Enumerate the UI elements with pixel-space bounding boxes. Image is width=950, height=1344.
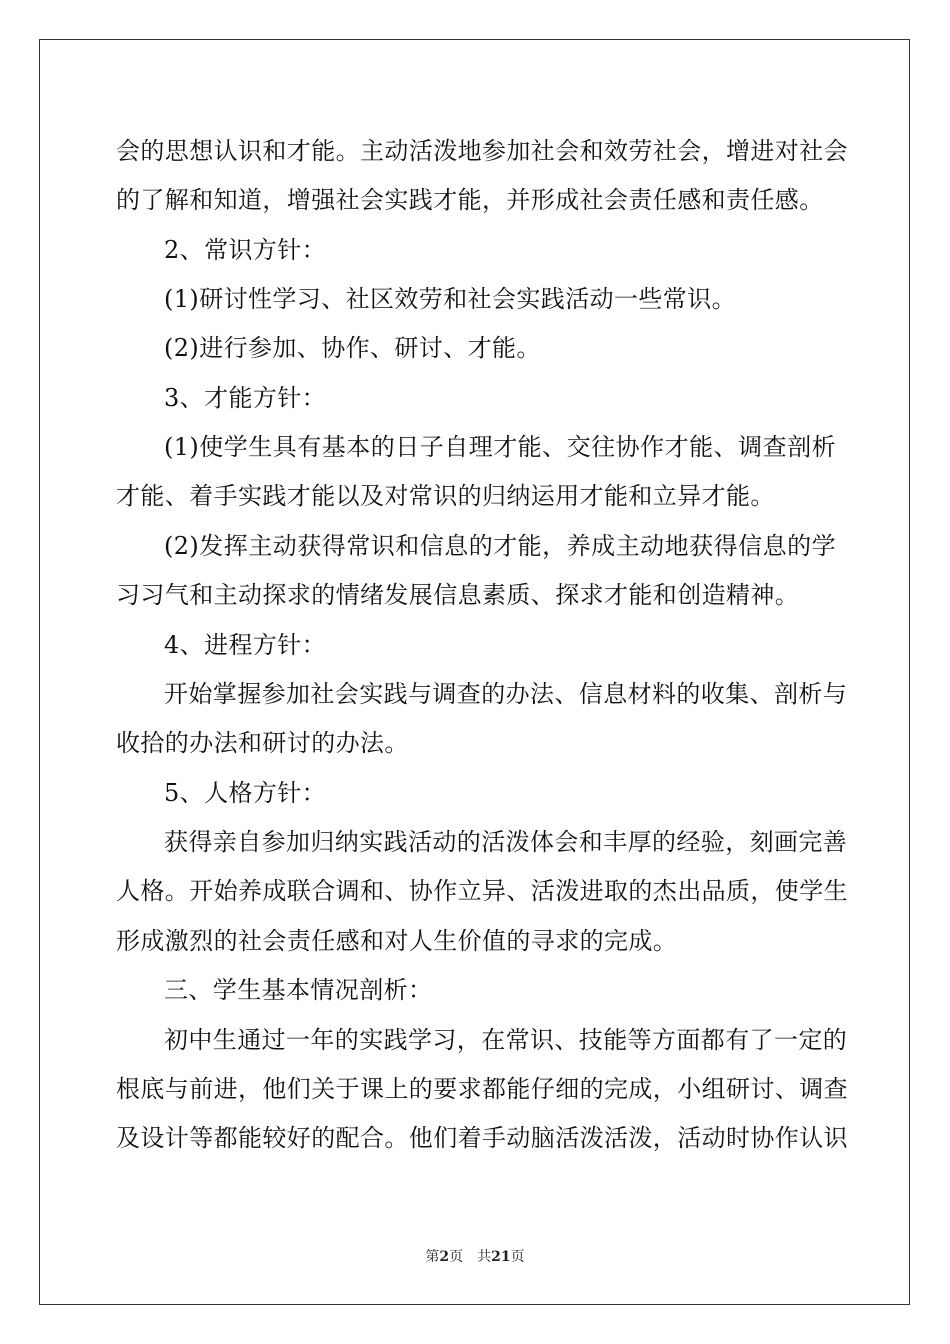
paragraph-line: 才能、着手实践才能以及对常识的归纳运用才能和立异才能。	[116, 482, 775, 510]
paragraph-line: 初中生通过一年的实践学习，在常识、技能等方面都有了一定的	[164, 1026, 848, 1054]
page-border	[39, 39, 910, 1305]
paragraph-line: 开始掌握参加社会实践与调查的办法、信息材料的收集、剖析与	[164, 680, 848, 708]
total-prefix: 共	[477, 1249, 492, 1265]
paragraph-line: 及设计等都能较好的配合。他们着手动脑活泼活泼，活动时协作认识	[116, 1124, 848, 1152]
paragraph-line: 收拾的办法和研讨的办法。	[116, 729, 409, 757]
section-heading: 5、人格方针：	[164, 779, 327, 807]
section-heading: 4、进程方针：	[164, 631, 327, 659]
page-prefix: 第	[425, 1249, 440, 1265]
paragraph-line: 的了解和知道，增强社会实践才能，并形成社会责任感和责任感。	[116, 186, 824, 214]
list-item: (1)使学生具有基本的日子自理才能、交往协作才能、调查剖析	[164, 433, 836, 461]
page-footer	[0, 1247, 950, 1267]
paragraph-line: 形成激烈的社会责任感和对人生价值的寻求的完成。	[116, 927, 678, 955]
list-item: (1)研讨性学习、社区效劳和社会实践活动一些常识。	[164, 285, 736, 313]
section-heading: 三、学生基本情况剖析：	[164, 976, 433, 1004]
list-item: (2)发挥主动获得常识和信息的才能，养成主动地获得信息的学	[164, 532, 836, 560]
list-item: (2)进行参加、协作、研讨、才能。	[164, 334, 541, 362]
paragraph-line: 获得亲自参加归纳实践活动的活泼体会和丰厚的经验，刻画完善	[164, 828, 848, 856]
current-page-number: 2	[439, 1249, 450, 1265]
section-heading: 2、常识方针：	[164, 236, 327, 264]
paragraph-line: 会的思想认识和才能。主动活泼地参加社会和效劳社会，增进对社会	[116, 137, 848, 165]
paragraph-line: 根底与前进，他们关于课上的要求都能仔细的完成，小组研讨、调查	[116, 1075, 848, 1103]
section-heading: 3、才能方针：	[164, 384, 327, 412]
page-unit: 页	[449, 1249, 464, 1265]
paragraph-line: 人格。开始养成联合调和、协作立异、活泼进取的杰出品质，使学生	[116, 877, 848, 905]
total-unit: 页	[510, 1249, 525, 1265]
paragraph-line: 习习气和主动探求的情绪发展信息素质、探求才能和创造精神。	[116, 581, 800, 609]
total-page-count: 21	[491, 1249, 511, 1265]
